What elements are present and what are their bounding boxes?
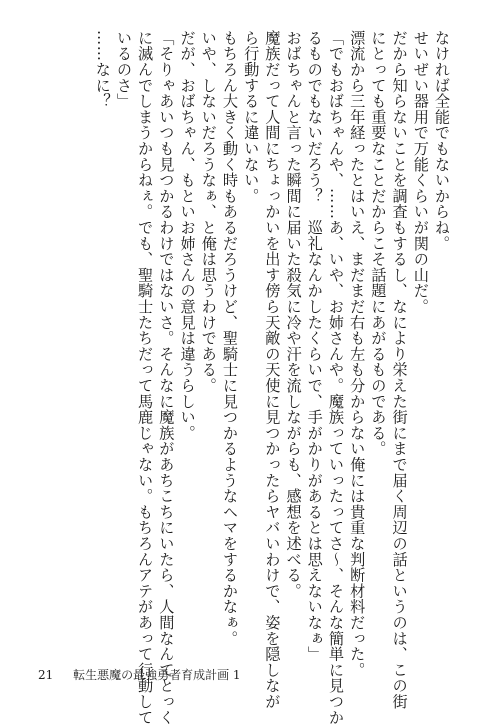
book-title: 転生悪魔の最強勇者育成計画 1 <box>73 668 241 682</box>
text-line: 魔族だって人間にちょっかいを出す傍ら天敵の天使に見つかったらヤバいわけで、姿を隠しなが <box>263 30 282 710</box>
text-line: に滅んでしまうからねぇ。でも、聖騎士たちだって馬鹿じゃない。もちろんアテがあって行動して <box>136 30 155 725</box>
text-line: いや、しないだろうなぁ、と俺は思うわけである。 <box>199 30 218 394</box>
text-line: にとっても重要なことだからこそ話題にあがるものである。 <box>369 30 388 457</box>
text-line: もちろん大きく動く時もあるだろうけど、聖騎士に見つかるようなヘマをするかなぁ。 <box>220 30 239 647</box>
text-line: おばちゃんと言った瞬間に届いた殺気に冷や汗を流しながらも、感想を述べる。 <box>284 30 303 599</box>
text-line: なければ全能でもないからね。 <box>433 30 451 252</box>
text-line: だから知らないことを調査もするし、なにより栄えた街にまで届く周辺の話というのは、この街 <box>390 30 409 710</box>
text-line: 「でもおばちゃんや、……あ、いや、お姉さんや。魔族っていったってさ～、そんな簡単に見つか <box>326 30 345 725</box>
text-line: いるのさ」 <box>114 30 133 109</box>
page-number: 21 <box>38 668 54 682</box>
text-line: 「そりゃあいつも見つかるわけではないさ。そんなに魔族があちこちにいたら、人間なんてとっく <box>157 30 176 725</box>
text-line: ……なに？ <box>93 30 112 109</box>
text-line: せいぜい器用で万能くらいが関の山だ。 <box>411 30 430 315</box>
text-line: 漂流から三年経ったとはいえ、まだまだ右も左も分からない俺には貴重な判断材料だった。 <box>348 30 367 678</box>
text-line: ら行動するに違いない。 <box>242 30 261 204</box>
text-line: だが、おばちゃん、もといお姉さんの意見は違うらしい。 <box>178 30 197 441</box>
text-line: るものでもないだろう？ 巡礼なんかしたくらいで、手がかりがあるとは思えないなぁ」 <box>305 30 324 662</box>
page-footer <box>38 666 241 683</box>
